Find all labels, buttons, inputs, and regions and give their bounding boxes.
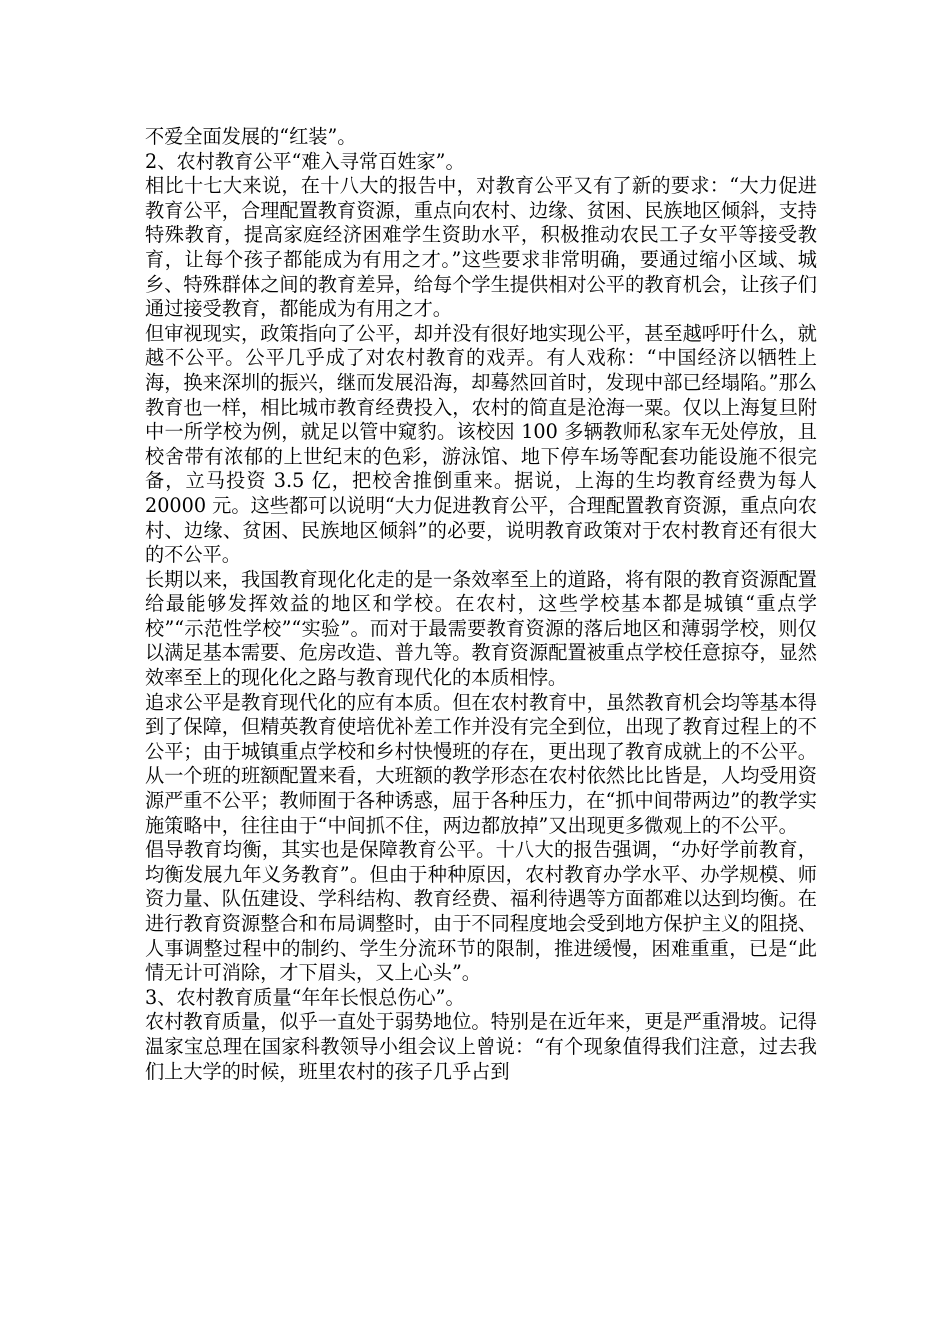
paragraph: 但审视现实，政策指向了公平，却并没有很好地实现公平，甚至越呼吁什么，就越不公平。公平几乎成了对农村教育的戏弄。有人戏称：“中国经济以牺牲上海，换来深圳的振兴，继而发展沿海，却蓦然回首时，发现中部已经塌陷。”那么教育也一样，相比城市教育经费投入，农村的简直是沧海一粟。仅以上海复旦附中一所学校为例，就足以管中窥豹。该校因 100 多辆教师私家车无处停放，且校舍带有浓郁的上世纪末的色彩，游泳馆、地下停车场等配套功能设施不很完备，立马投资 3.5 亿，把校舍推倒重来。据说，上海的生均教育经费为每人 20000 元。这些都可以说明“大力促进教育公平，合理配置教育资源，重点向农村、边缘、贫困、民族地区倾斜”的必要，说明教育政策对于农村教育还有很大的不公平。 [145,321,817,567]
document-body [145,125,817,1084]
section-heading-2: 2、农村教育公平“难入寻常百姓家”。 [145,149,465,173]
paragraph: 农村教育质量，似乎一直处于弱势地位。特别是在近年来，更是严重滑坡。记得温家宝总理在国家科教领导小组会议上曾说：“有个现象值得我们注意，过去我们上大学的时候，班里农村的孩子几乎占到 [145,1010,817,1083]
section-heading-3: 3、农村教育质量“年年长恨总伤心”。 [145,985,465,1009]
paragraph-continuation: 不爱全面发展的“红装”。 [145,125,357,148]
paragraph: 长期以来，我国教育现化化走的是一条效率至上的道路，将有限的教育资源配置给最能够发挥效益的地区和学校。在农村，这些学校基本都是城镇“重点学校”“示范性学校”“实验”。而对于最需要教育资源的落后地区和薄弱学校，则仅以满足基本需要、危房改造、普九等。教育资源配置被重点学校任意掠夺，显然效率至上的现化化之路与教育现代化的本质相悖。 [145,567,817,690]
paragraph: 追求公平是教育现代化的应有本质。但在农村教育中，虽然教育机会均等基本得到了保障，但精英教育使培优补差工作并没有完全到位，出现了教育过程上的不公平；由于城镇重点学校和乡村快慢班的存在，更出现了教育成就上的不公平。从一个班的班额配置来看，大班额的教学形态在农村依然比比皆是，人均受用资源严重不公平；教师囿于各种诱惑，屈于各种压力，在“抓中间带两边”的教学实施策略中，往往由于“中间抓不住，两边都放掉”又出现更多微观上的不公平。 [145,690,817,837]
paragraph: 相比十七大来说，在十八大的报告中，对教育公平又有了新的要求：“大力促进教育公平，合理配置教育资源，重点向农村、边缘、贫困、民族地区倾斜，支持特殊教育，提高家庭经济困难学生资助水平，积极推动农民工子女平等接受教育，让每个孩子都能成为有用之才。”这些要求非常明确，要通过缩小区域、城乡、特殊群体之间的教育差异，给每个学生提供相对公平的教育机会，让孩子们通过接受教育，都能成为有用之才。 [145,174,817,321]
paragraph: 倡导教育均衡，其实也是保障教育公平。十八大的报告强调，“办好学前教育，均衡发展九年义务教育”。但由于种种原因，农村教育办学水平、办学规模、师资力量、队伍建设、学科结构、教育经费、福利待遇等方面都难以达到均衡。在进行教育资源整合和布局调整时，由于不同程度地会受到地方保护主义的阻挠、人事调整过程中的制约、学生分流环节的限制，推进缓慢，困难重重，已是“此情无计可消除，才下眉头，又上心头”。 [145,838,817,985]
